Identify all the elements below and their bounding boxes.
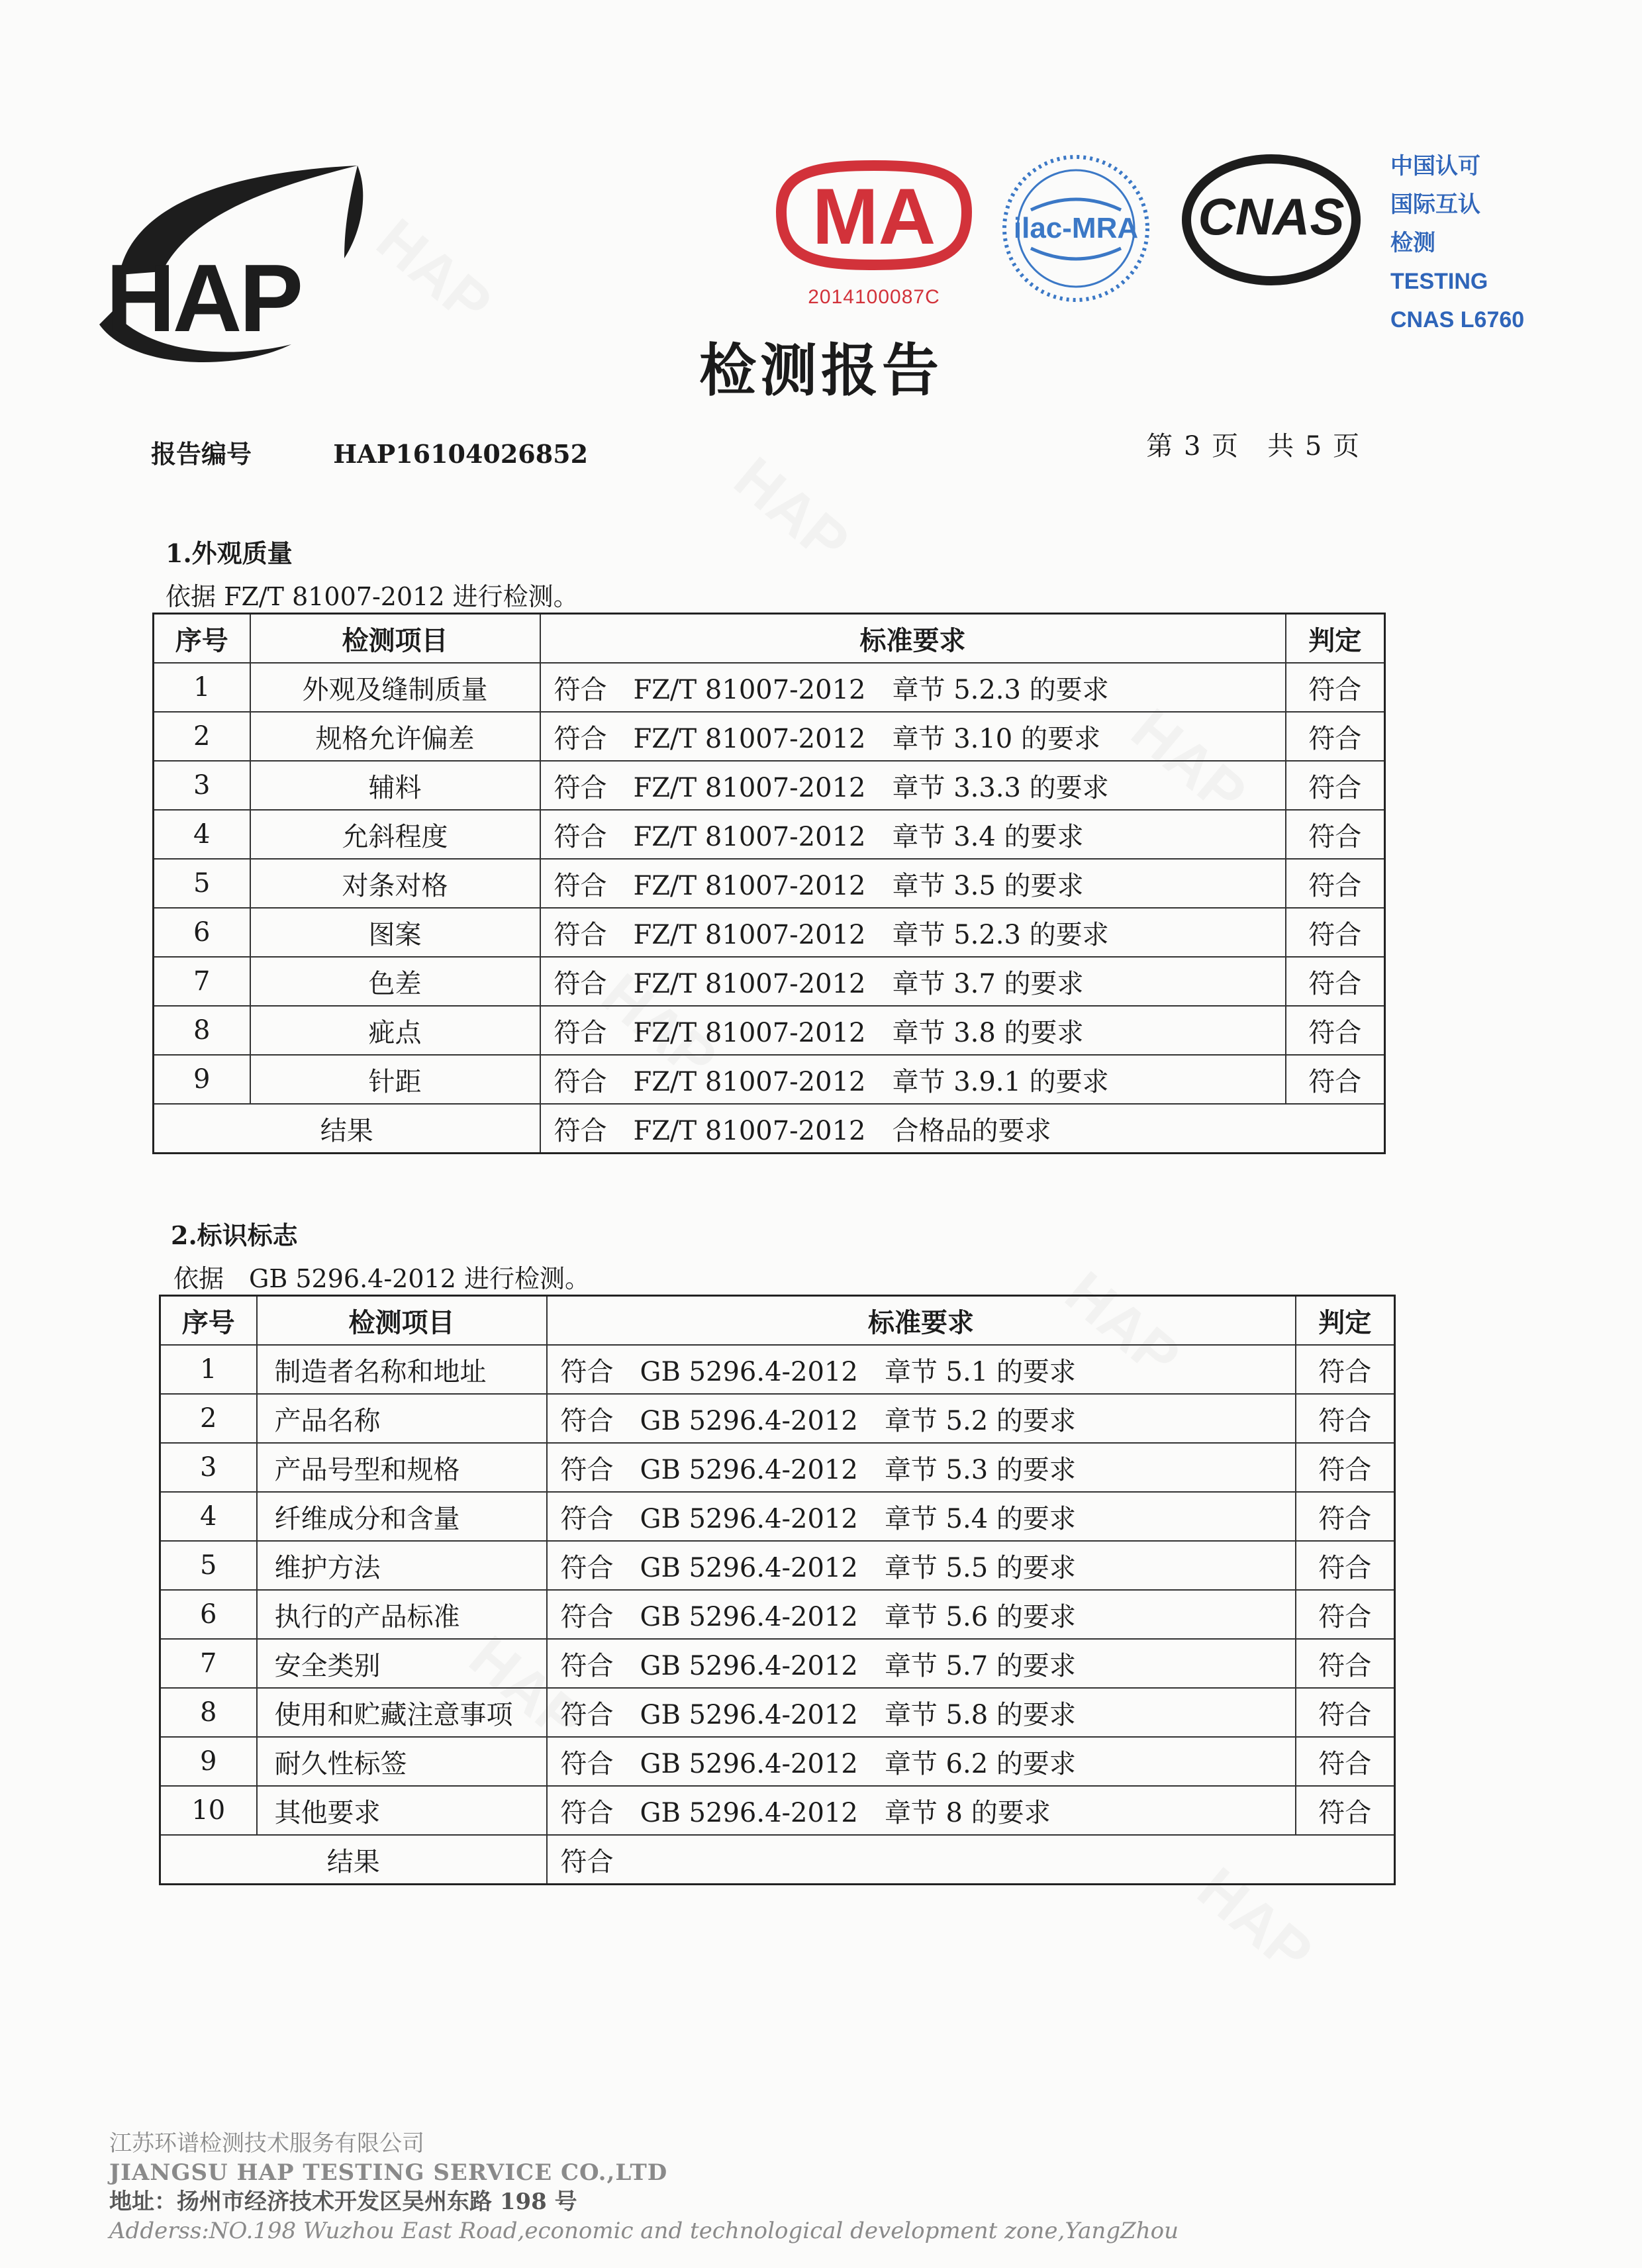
table-row <box>154 908 1385 957</box>
test-item: 执行的产品标准 <box>257 1590 547 1639</box>
section-intro: 依据 FZ/T 81007-2012 进行检测。 <box>166 582 579 611</box>
verdict: 符合 <box>1296 1492 1395 1541</box>
report-number <box>151 434 588 470</box>
cnas-logo <box>1179 154 1364 286</box>
test-item: 允斜程度 <box>250 810 540 859</box>
table-row <box>154 712 1385 761</box>
requirement: 符合 FZ/T 81007-2012 章节 3.9.1 的要求 <box>540 1055 1286 1104</box>
table-row <box>154 663 1385 712</box>
cnas-accreditation-text <box>1390 147 1563 339</box>
test-item: 产品名称 <box>257 1394 547 1443</box>
conclusion-row <box>160 1835 1395 1885</box>
verdict: 符合 <box>1286 663 1385 712</box>
cnas-line: TESTING <box>1390 269 1488 294</box>
verdict: 符合 <box>1296 1737 1395 1786</box>
requirement: 符合 GB 5296.4-2012 章节 5.2 的要求 <box>547 1394 1296 1443</box>
verdict: 符合 <box>1296 1541 1395 1590</box>
row-number: 5 <box>160 1541 257 1590</box>
table-row <box>160 1443 1395 1492</box>
requirement: 符合 GB 5296.4-2012 章节 5.4 的要求 <box>547 1492 1296 1541</box>
requirement: 符合 GB 5296.4-2012 章节 5.1 的要求 <box>547 1345 1296 1394</box>
test-item: 耐久性标签 <box>257 1737 547 1786</box>
row-number: 7 <box>160 1639 257 1688</box>
company-name-en: JIANGSU HAP TESTING SERVICE CO.,LTD <box>109 2159 668 2186</box>
row-number: 2 <box>154 712 250 761</box>
row-number: 8 <box>160 1688 257 1737</box>
row-number: 6 <box>154 908 250 957</box>
verdict: 符合 <box>1286 1006 1385 1055</box>
verdict: 符合 <box>1296 1639 1395 1688</box>
table-row <box>154 859 1385 908</box>
conclusion-label: 结果 <box>160 1835 547 1885</box>
test-item: 图案 <box>250 908 540 957</box>
company-name-cn: 江苏环谱检测技术服务有限公司 <box>109 2130 424 2157</box>
test-item: 色差 <box>250 957 540 1006</box>
test-item: 外观及缝制质量 <box>250 663 540 712</box>
footer <box>109 2129 1179 2245</box>
row-number: 3 <box>160 1443 257 1492</box>
ilac-mra-logo <box>996 149 1155 308</box>
verdict: 符合 <box>1286 761 1385 810</box>
test-item: 制造者名称和地址 <box>257 1345 547 1394</box>
test-item: 安全类别 <box>257 1639 547 1688</box>
test-item: 对条对格 <box>250 859 540 908</box>
conclusion: 符合 <box>547 1835 1395 1885</box>
watermark <box>721 444 861 577</box>
requirement: 符合 FZ/T 81007-2012 章节 3.3.3 的要求 <box>540 761 1286 810</box>
conclusion-row <box>154 1104 1385 1154</box>
test-item: 针距 <box>250 1055 540 1104</box>
requirement: 符合 GB 5296.4-2012 章节 8 的要求 <box>547 1786 1296 1835</box>
requirement: 符合 FZ/T 81007-2012 章节 3.8 的要求 <box>540 1006 1286 1055</box>
test-item: 产品号型和规格 <box>257 1443 547 1492</box>
test-item: 其他要求 <box>257 1786 547 1835</box>
report-number-value: HAP16104026852 <box>333 439 589 469</box>
verdict: 符合 <box>1296 1394 1395 1443</box>
column-header: 序号 <box>160 1296 257 1346</box>
requirement: 符合 GB 5296.4-2012 章节 5.3 的要求 <box>547 1443 1296 1492</box>
conclusion: 符合 FZ/T 81007-2012 合格品的要求 <box>540 1104 1385 1154</box>
test-item: 使用和贮藏注意事项 <box>257 1688 547 1737</box>
section-title: 1.外观质量 <box>166 538 293 568</box>
column-header: 判定 <box>1286 614 1385 664</box>
requirement: 符合 GB 5296.4-2012 章节 5.6 的要求 <box>547 1590 1296 1639</box>
row-number: 6 <box>160 1590 257 1639</box>
requirement: 符合 GB 5296.4-2012 章节 5.7 的要求 <box>547 1639 1296 1688</box>
column-header: 标准要求 <box>540 614 1286 664</box>
page-indicator: 第 3 页 共 5 页 <box>1146 431 1361 462</box>
row-number: 3 <box>154 761 250 810</box>
labeling-table <box>159 1295 1396 1885</box>
table-row <box>154 957 1385 1006</box>
address-cn: 地址：扬州市经济技术开发区吴州东路 198 号 <box>109 2189 577 2215</box>
table-row <box>160 1688 1395 1737</box>
appearance-quality-table <box>152 613 1386 1154</box>
report-number-label: 报告编号 <box>151 439 252 469</box>
cnas-line: 检测 <box>1390 230 1435 256</box>
test-item: 维护方法 <box>257 1541 547 1590</box>
row-number: 1 <box>154 663 250 712</box>
requirement: 符合 FZ/T 81007-2012 章节 3.4 的要求 <box>540 810 1286 859</box>
verdict: 符合 <box>1286 810 1385 859</box>
verdict: 符合 <box>1296 1688 1395 1737</box>
test-item: 辅料 <box>250 761 540 810</box>
row-number: 4 <box>154 810 250 859</box>
cnas-line: 国际互认 <box>1390 192 1480 217</box>
table-row <box>154 761 1385 810</box>
table-row <box>160 1492 1395 1541</box>
table-row <box>154 1006 1385 1055</box>
address-en: Adderss:NO.198 Wuzhou East Road,economic and technological development zone,YangZhou <box>109 2218 1179 2244</box>
row-number: 8 <box>154 1006 250 1055</box>
verdict: 符合 <box>1286 712 1385 761</box>
verdict: 符合 <box>1286 908 1385 957</box>
table-row <box>154 810 1385 859</box>
section-title: 2.标识标志 <box>171 1220 298 1250</box>
verdict: 符合 <box>1296 1443 1395 1492</box>
svg-text:MA: MA <box>812 172 936 261</box>
conclusion-label: 结果 <box>154 1104 540 1154</box>
column-header: 判定 <box>1296 1296 1395 1346</box>
verdict: 符合 <box>1286 1055 1385 1104</box>
row-number: 5 <box>154 859 250 908</box>
column-header: 标准要求 <box>547 1296 1296 1346</box>
column-header: 检测项目 <box>250 614 540 664</box>
table-row <box>160 1541 1395 1590</box>
row-number: 4 <box>160 1492 257 1541</box>
requirement: 符合 FZ/T 81007-2012 章节 3.7 的要求 <box>540 957 1286 1006</box>
table-header-row <box>154 614 1385 664</box>
document-title: 检测报告 <box>699 338 943 404</box>
test-item: 规格允许偏差 <box>250 712 540 761</box>
requirement: 符合 FZ/T 81007-2012 章节 3.5 的要求 <box>540 859 1286 908</box>
row-number: 1 <box>160 1345 257 1394</box>
svg-text:ilac-MRA: ilac-MRA <box>1013 212 1139 244</box>
verdict: 符合 <box>1286 859 1385 908</box>
table-row <box>154 1055 1385 1104</box>
verdict: 符合 <box>1296 1345 1395 1394</box>
test-item: 疵点 <box>250 1006 540 1055</box>
table-row <box>160 1786 1395 1835</box>
cnas-line: 中国认可 <box>1390 154 1480 179</box>
svg-text:CNAS: CNAS <box>1198 187 1345 246</box>
test-item: 纤维成分和含量 <box>257 1492 547 1541</box>
table-row <box>160 1394 1395 1443</box>
row-number: 9 <box>160 1737 257 1786</box>
requirement: 符合 GB 5296.4-2012 章节 5.5 的要求 <box>547 1541 1296 1590</box>
svg-text:HAP: HAP <box>106 244 301 352</box>
requirement: 符合 GB 5296.4-2012 章节 5.8 的要求 <box>547 1688 1296 1737</box>
section-intro: 依据 GB 5296.4-2012 进行检测。 <box>173 1264 590 1293</box>
table-row <box>160 1737 1395 1786</box>
row-number: 2 <box>160 1394 257 1443</box>
row-number: 7 <box>154 957 250 1006</box>
table-row <box>160 1345 1395 1394</box>
requirement: 符合 FZ/T 81007-2012 章节 3.10 的要求 <box>540 712 1286 761</box>
table-row <box>160 1590 1395 1639</box>
cnas-line: CNAS L6760 <box>1390 307 1525 332</box>
cma-number: 2014100087C <box>808 286 940 308</box>
requirement: 符合 FZ/T 81007-2012 章节 5.2.3 的要求 <box>540 663 1286 712</box>
table-row <box>160 1639 1395 1688</box>
column-header: 序号 <box>154 614 250 664</box>
requirement: 符合 GB 5296.4-2012 章节 6.2 的要求 <box>547 1737 1296 1786</box>
column-header: 检测项目 <box>257 1296 547 1346</box>
verdict: 符合 <box>1286 957 1385 1006</box>
row-number: 9 <box>154 1055 250 1104</box>
verdict: 符合 <box>1296 1786 1395 1835</box>
table-header-row <box>160 1296 1395 1346</box>
verdict: 符合 <box>1296 1590 1395 1639</box>
requirement: 符合 FZ/T 81007-2012 章节 5.2.3 的要求 <box>540 908 1286 957</box>
row-number: 10 <box>160 1786 257 1835</box>
watermark <box>363 206 504 339</box>
